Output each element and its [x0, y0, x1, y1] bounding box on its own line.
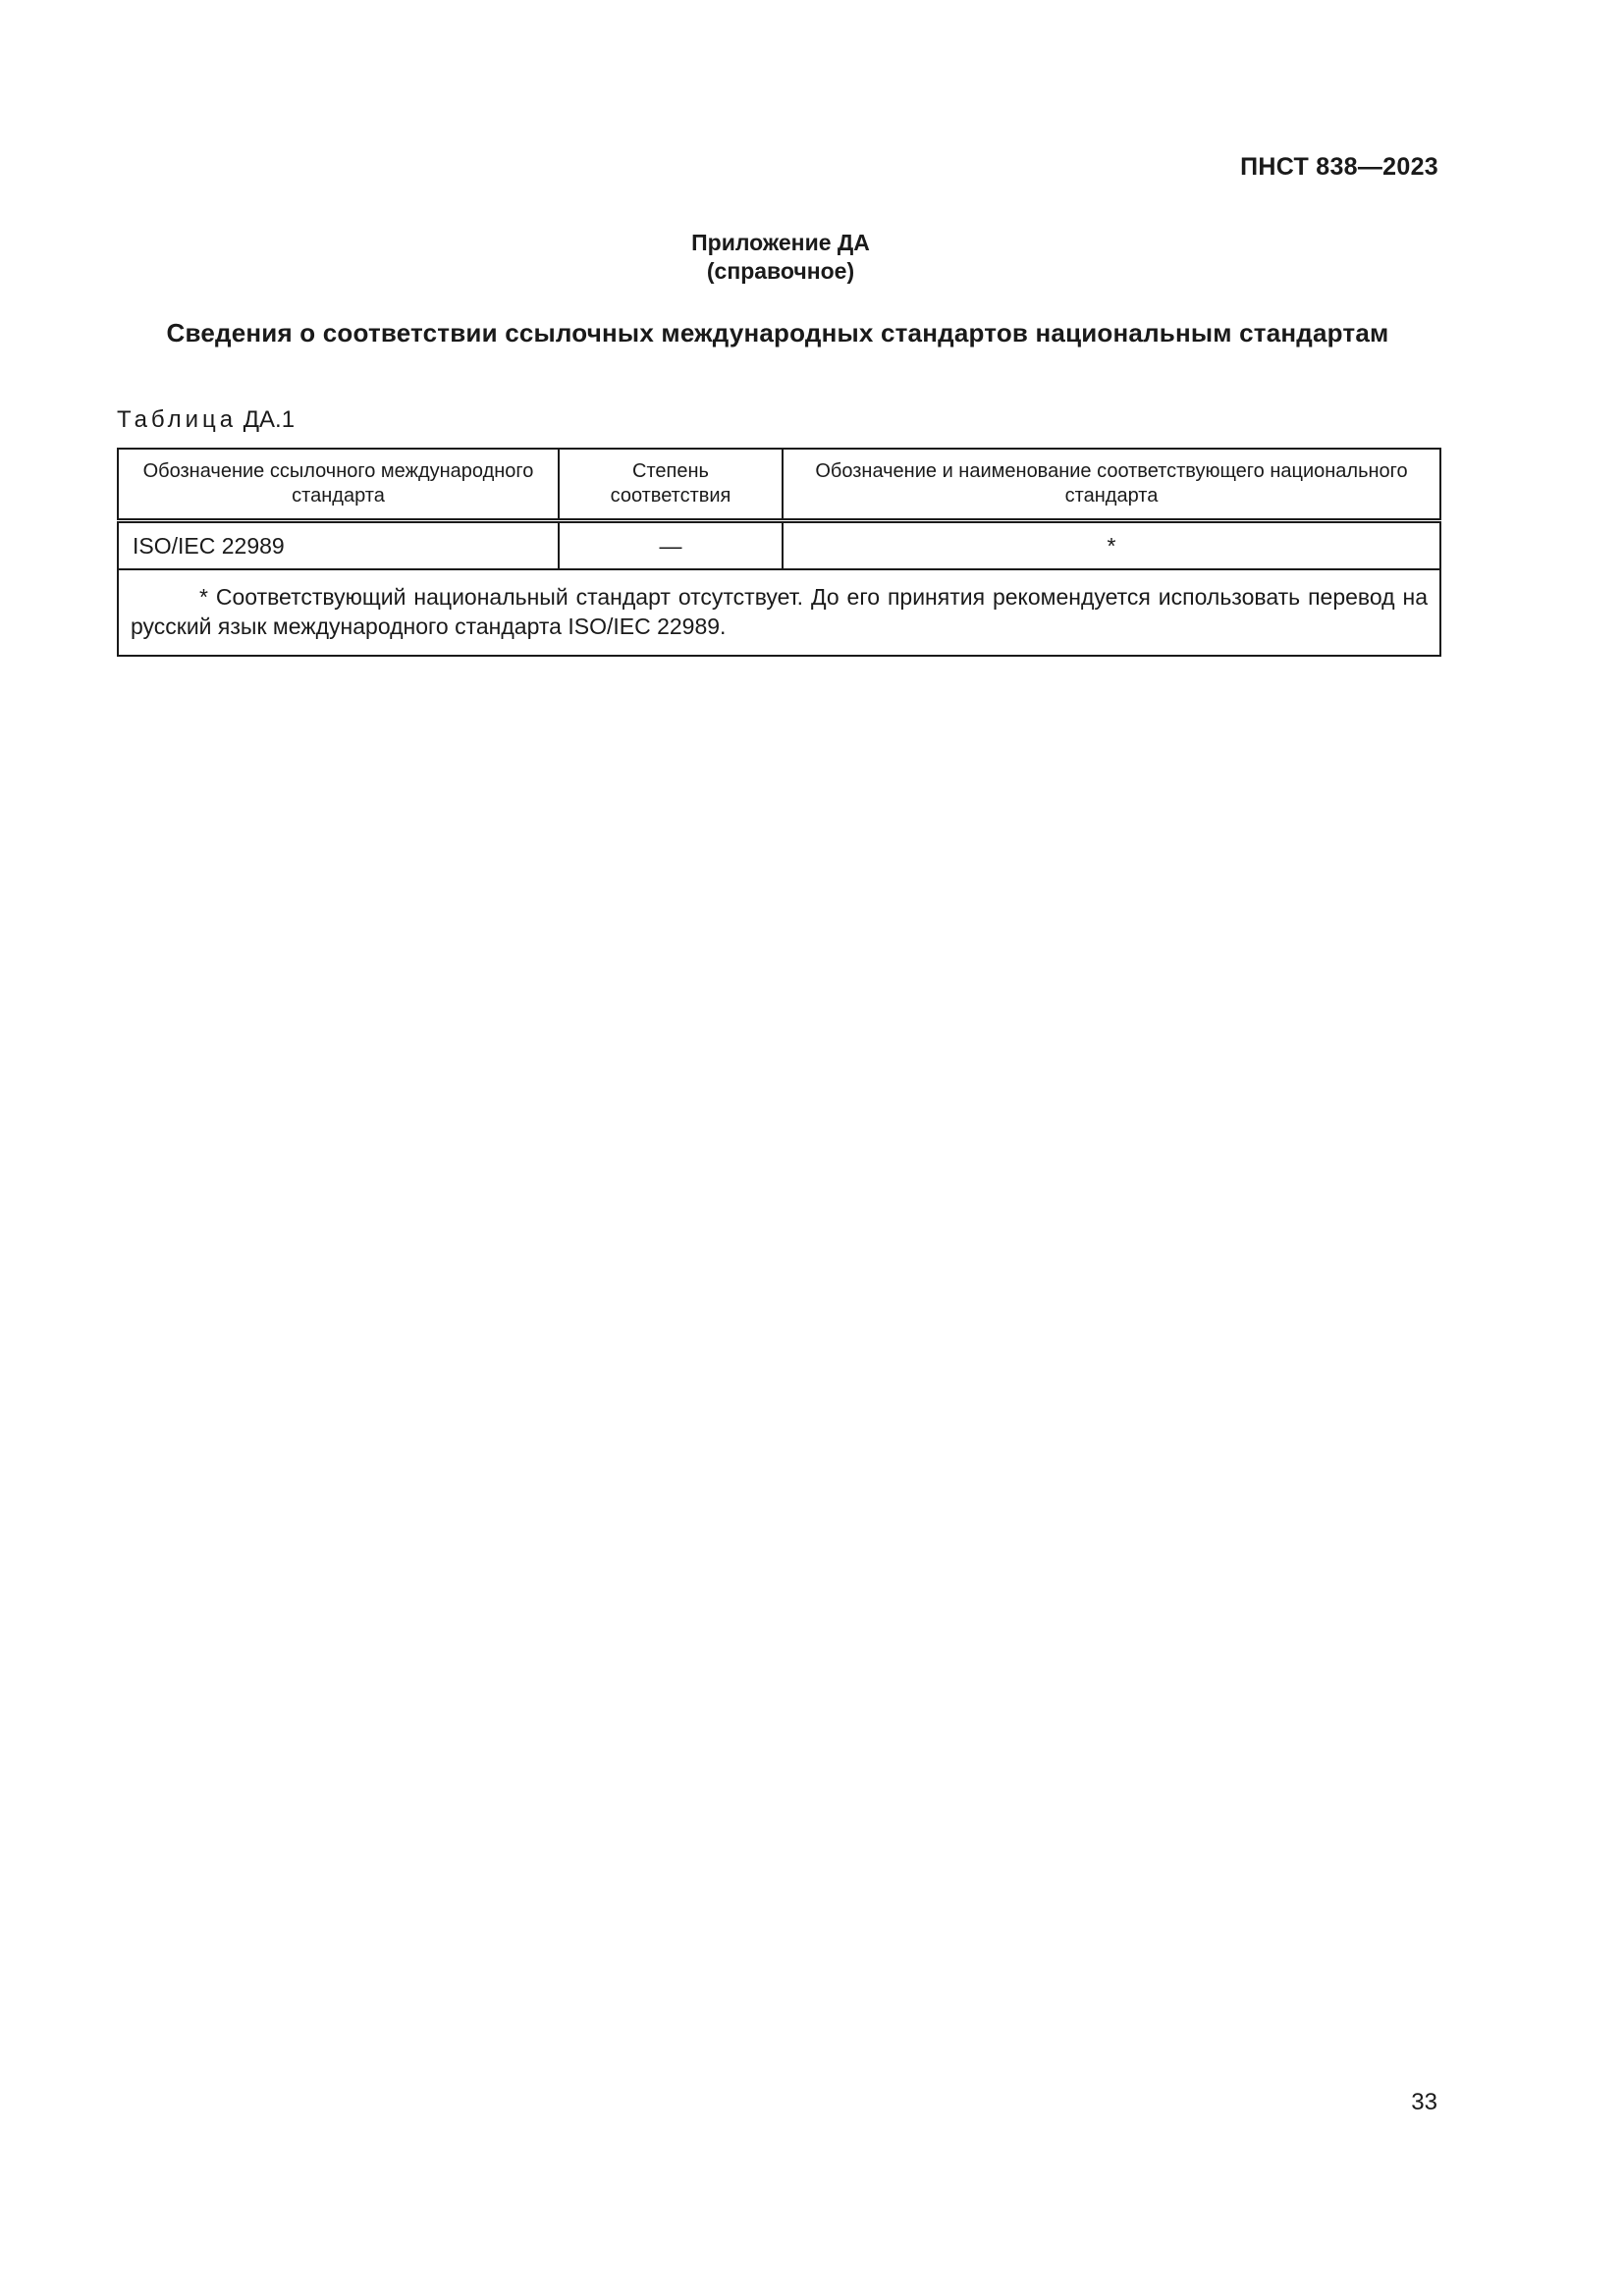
table-footnote: * Соответствующий национальный стандарт отсутствует. До его принятия рекомендуется использовать перевод на русский язык международного стандарта ISO/IEC 22989.	[118, 569, 1440, 656]
document-code: ПНСТ 838—2023	[1240, 153, 1438, 181]
column-header-international-standard: Обозначение ссылочного международного стандарта	[118, 449, 559, 521]
annex-subtitle: (справочное)	[706, 258, 855, 284]
cell-conformity-degree: —	[559, 521, 783, 570]
annex-title: Приложение ДА	[691, 230, 870, 255]
cell-international-standard: ISO/IEC 22989	[118, 521, 559, 570]
page-number: 33	[1411, 2089, 1437, 2115]
table-caption	[117, 406, 295, 434]
table-caption-number: ДА.1	[243, 406, 296, 433]
column-header-conformity-degree: Степень соответствия	[559, 449, 783, 521]
table-row	[118, 521, 1440, 570]
column-header-national-standard: Обозначение и наименование соответствующего национального стандарта	[783, 449, 1440, 521]
annex-heading	[0, 229, 1561, 286]
reference-standards-table	[117, 448, 1441, 657]
table-footnote-row	[118, 569, 1440, 656]
cell-national-standard: *	[783, 521, 1440, 570]
section-title: Сведения о соответствии ссылочных международных стандартов национальным стандартам	[166, 318, 1389, 347]
table-caption-word: Таблица	[117, 406, 238, 433]
table-header-row	[118, 449, 1440, 521]
